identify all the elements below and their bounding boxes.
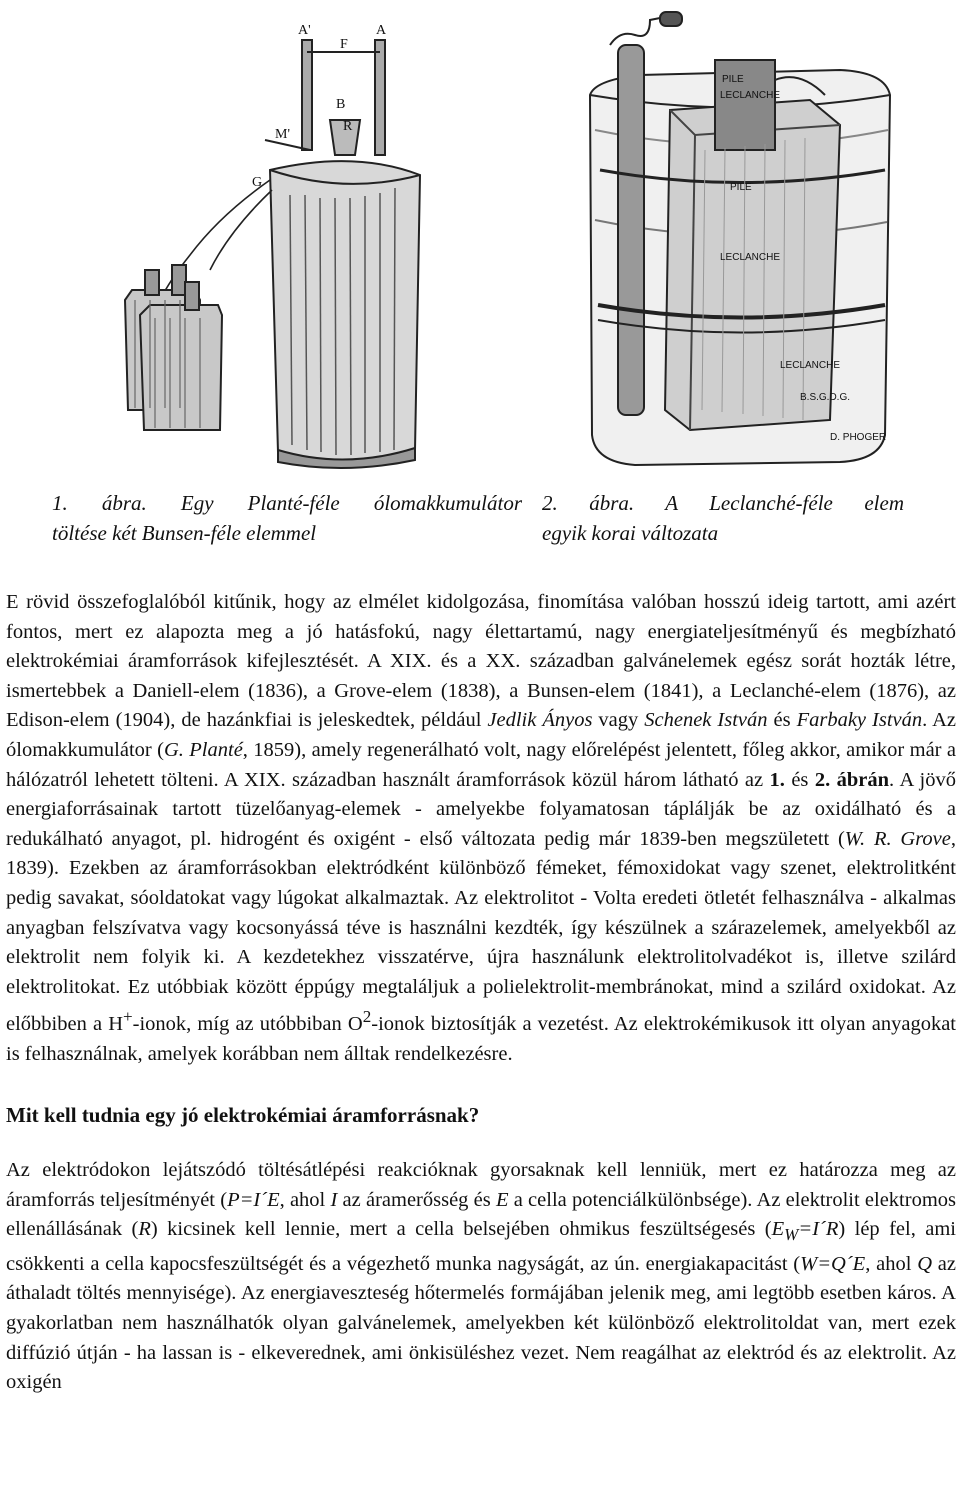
label-leclanche-block: LECLANCHE [720,252,781,263]
label-a-prime: A' [298,23,311,38]
h-plus-superscript: + [123,1007,133,1027]
label-g: G [252,175,263,190]
signature-phoger: D. PHOGER [830,432,887,443]
name-schenek: Schenek István [644,709,768,732]
article-body [6,588,956,1398]
label-pile-block: PILE [730,182,752,193]
label-b: B [336,97,346,112]
leclanche-cell-illustration [540,0,930,470]
name-farbaky: Farbaky István [796,709,923,732]
formula-ohmic-drop: $E_W=I´R$ [771,1218,839,1245]
figure-1-caption-line-1: 1. ábra. Egy Planté-féle ólomakkumulátor [52,491,522,515]
label-f: F [340,37,348,52]
name-jedlik: Jedlik Ányos [487,709,593,732]
name-plante: G. Planté [163,738,243,761]
label-m-prime: M' [275,127,290,142]
name-grove: W. R. Grove [844,827,951,850]
label-leclanche-jar: LECLANCHE [780,360,841,371]
label-a: A [376,23,387,38]
figure-area [0,0,960,545]
figure-2-caption-line-2: egyik korai változata [542,521,719,545]
figure-2-caption-line-1: 2. ábra. A Leclanché-féle elem [542,491,904,515]
label-brevet: B.S.G.D.G. [800,392,851,403]
o2-superscript: 2 [362,1007,372,1027]
figure-ref-1: 1. [769,768,785,791]
paragraph-history: E rövid összefoglalóból kitűnik, hogy az elmélet kidolgozása, finomítása valóban hosszú ideig tartott, ami azért fontos, mert ez alapozta meg a jó hatásfokú, nagy élettartamú, nagy energiateljesítményű és megbízható elektrokémiai áramforrások kifejlesztését. A XIX. és a XX. században galvánelemek egész sorát hozták létre, ismertebbek a Daniell-elem (1836), a Grove-elem (1838), a Bunsen-elem (1841), a Leclanché-elem (1876), az Edison-elem (1904), de hazánkfiai is jeleskedtek, például Jedlik Ányos vagy Schenek István és Farbaky István. Az ólomakkumulátor (G. Planté, 1859), amely regenerálható volt, nagy előrelépést jelentett, főleg akkor, amikor már a hálózatról lehetett tölteni. A XIX. században használt áramforrások közül három látható az 1. és 2. ábrán. A jövő energiaforrásainak tartott tüzelőanyag-elemek - amelyekbe folyamatosan táplálják be az oxidálható és a redukálható anyagot, pl. hidrogént és oxigént - első változata pedig már 1839-ben megszületett (W. R. Grove, 1839). Ezekben az áramforrásokban elektródként különböző fémeket, fémoxidokat vagy szenet, elektrolitként pedig savakat, sóoldatokat vagy lúgokat alkalmaztak. Az elektrolitot - Volta eredeti ötletét felhasználva - alkalmas anyagban felszívatva vagy kocsonyássá téve is használni kezdték, így készülnek a szárazelemek, amelyekből az elektrolit nem folyik ki. A kezdetekhez visszatérve, újra használunk elektrolitolvadékot is, illetve szilárd elektrolitokat. Ez utóbbiak között éppúgy megtaláljuk a polielektrolit-membránokat, mind a szilárd oxidokat. Az előbbiben a H+-ionok, míg az utóbbiban $O^2$-ionok biztosítják a vezetést. Az elektrokémikusok itt olyan anyagokat is felhasználnak, amelyek korábban nem álltak rendelkezésre. [6,591,957,1065]
label-pile: PILE [722,74,744,85]
figure-ref-2: 2. ábrán [814,768,890,791]
formula-energy-capacity: W=Q´E [800,1252,866,1275]
figure-1-caption-line-2: töltése két Bunsen-féle elemmel [52,521,317,545]
figure-1-caption [52,488,522,548]
label-leclanche-top: LECLANCHE [720,90,781,101]
paragraph-requirements: Az elektródokon lejátszódó töltésátlépési reakcióknak gyorsaknak kell lenniük, mert ez határozza meg az áramforrás teljesítményét (P=I´E, ahol I az áramerősség és E a cella potenciálkülönbsége). Az elektrolit elektromos ellenállásának (R) kicsinek kell lennie, mert a cella belsejében ohmikus feszültségesés $(E_W=I´R)$ lép fel, ami csökkenti a cella kapocsfeszültségét és a végezhető munka nagyságát, az ún. energiakapacitást (W=Q´E, ahol Q az áthaladt töltés mennyisége). Az energiaveszteség hőtermelés formájában jelenik meg, ami legtöbb esetben káros. A gyakorlatban nem használhatók olyan galvánelemek, amelyekben két különböző elektrolitoldat van, mert ezek diffúzió útján - ha lassan is - elkeverednek, ami önkisüléshez vezet. Nem reagálhat az elektród és az elektrolit. Az oxigén [6,1158,957,1394]
label-r: R [343,119,353,134]
plante-accumulator-illustration [100,0,460,470]
formula-power: P=I´E [227,1188,280,1211]
section-heading: Mit kell tudnia egy jó elektrokémiai áramforrásnak? [6,1103,480,1128]
figure-2-caption [542,488,904,548]
